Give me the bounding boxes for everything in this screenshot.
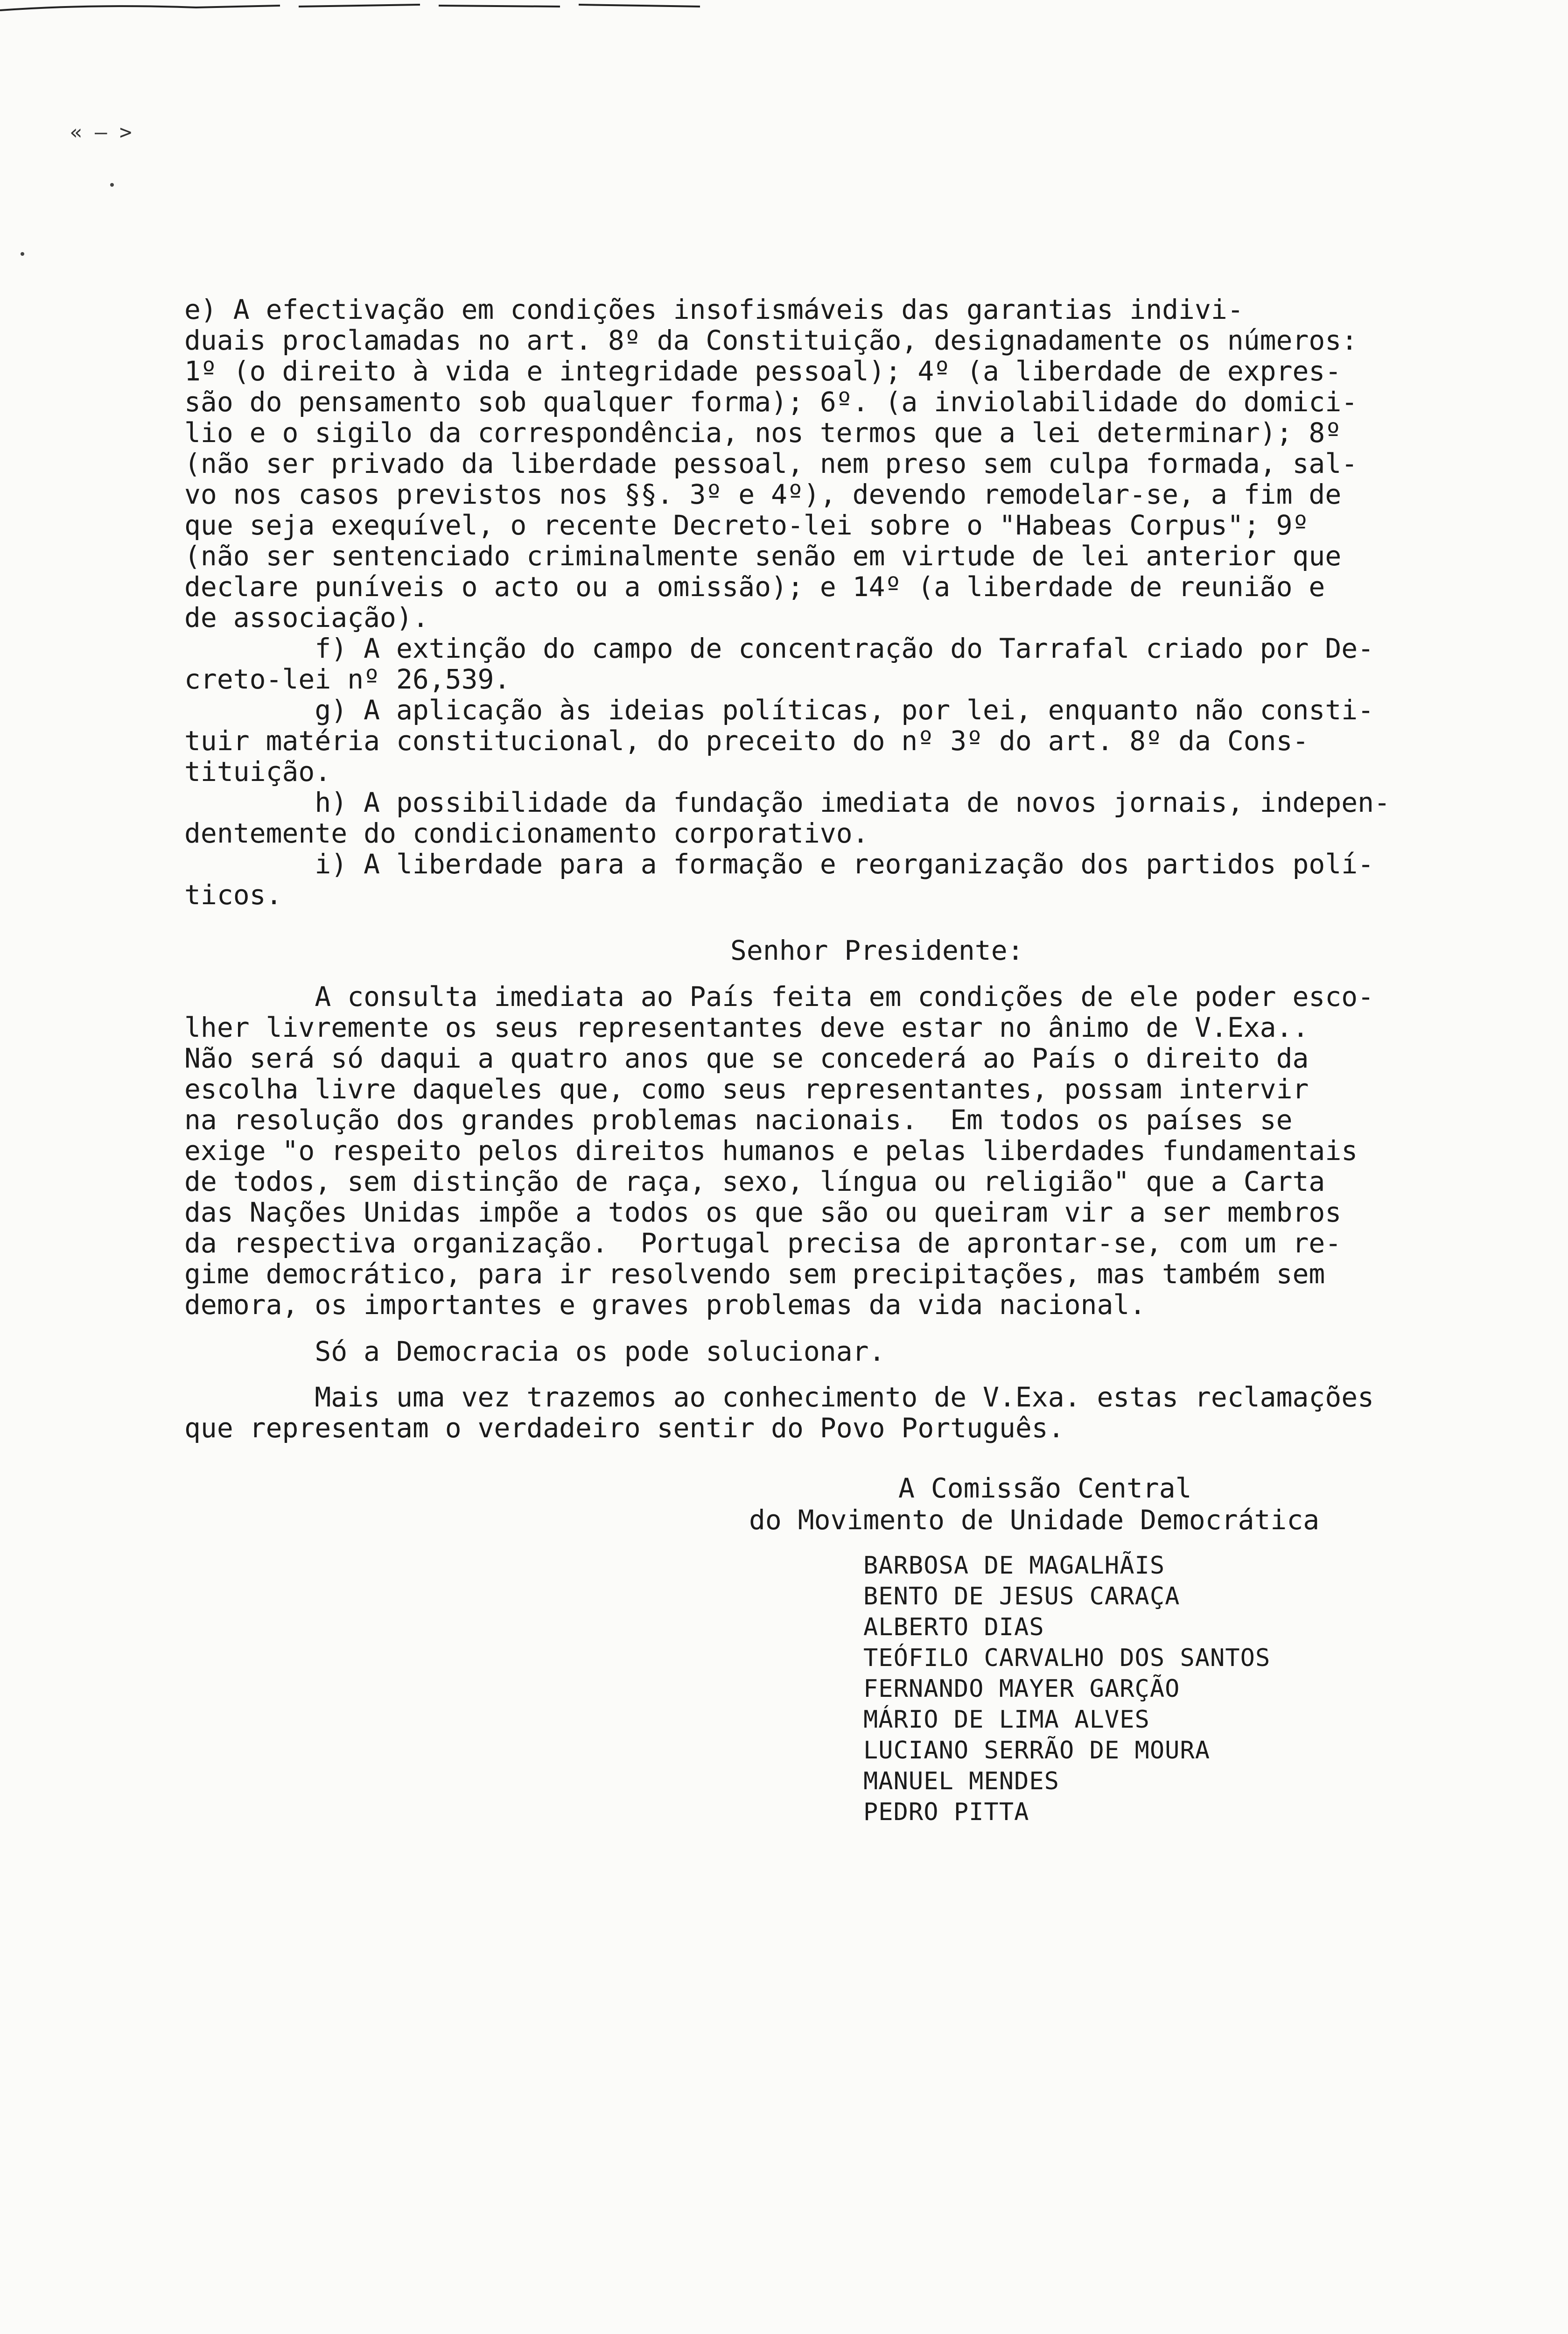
text-line: de todos, sem distinção de raça, sexo, língua ou religião" que a Carta: [184, 1166, 1325, 1197]
text-line: e) A efectivação em condições insofismáveis das garantias indivi-: [184, 294, 1244, 325]
text-line: g) A aplicação às ideias políticas, por lei, enquanto não consti-: [184, 695, 1374, 725]
scan-speck: [21, 252, 24, 256]
corner-mark: « – >: [70, 120, 132, 144]
text-line: vo nos casos previstos nos §§. 3º e 4º), devendo remodelar-se, a fim de: [184, 479, 1342, 510]
signatory-name: LUCIANO SERRÃO DE MOURA: [863, 1736, 1211, 1765]
text-line: que seja exequível, o recente Decreto-lei sobre o "Habeas Corpus"; 9º: [184, 510, 1309, 541]
signatory-name: BENTO DE JESUS CARAÇA: [863, 1582, 1180, 1610]
signatory-name: ALBERTO DIAS: [863, 1613, 1044, 1641]
text-line: (não ser privado da liberdade pessoal, nem preso sem culpa formada, sal-: [184, 448, 1358, 479]
signatory-name: TEÓFILO CARVALHO DOS SANTOS: [863, 1644, 1271, 1672]
text-line: (não ser sentenciado criminalmente senão em virtude de lei anterior que: [184, 541, 1342, 571]
text-line: A consulta imediata ao País feita em condições de ele poder esco-: [184, 981, 1374, 1012]
signatory-name: FERNANDO MAYER GARÇÃO: [863, 1675, 1180, 1703]
salutation-heading: Senhor Presidente:: [730, 935, 1024, 966]
text-line: lio e o sigilo da correspondência, nos termos que a lei determinar); 8º: [184, 417, 1342, 448]
text-line: lher livremente os seus representantes deve estar no ânimo de V.Exa..: [184, 1012, 1309, 1043]
text-line: declare puníveis o acto ou a omissão); e 14º (a liberdade de reunião e: [184, 571, 1325, 602]
text-line: demora, os importantes e graves problemas da vida nacional.: [184, 1289, 1146, 1320]
text-line: f) A extinção do campo de concentração do Tarrafal criado por De-: [184, 633, 1374, 664]
text-line: duais proclamadas no art. 8º da Constituição, designadamente os números:: [184, 325, 1358, 356]
text-line: tituição.: [184, 756, 331, 787]
text-line: escolha livre daqueles que, como seus representantes, possam intervir: [184, 1074, 1309, 1104]
text-line: h) A possibilidade da fundação imediata de novos jornais, indepen-: [184, 787, 1391, 818]
text-line: na resolução dos grandes problemas nacionais. Em todos os países se: [184, 1104, 1293, 1135]
closing-line-2: do Movimento de Unidade Democrática: [749, 1504, 1320, 1536]
text-line: são do pensamento sob qualquer forma); 6º. (a inviolabilidade do domici-: [184, 387, 1358, 417]
signatory-name: MANUEL MENDES: [863, 1767, 1059, 1795]
text-line: de associação).: [184, 602, 429, 633]
text-line: tuir matéria constitucional, do preceito do nº 3º do art. 8º da Cons-: [184, 725, 1309, 756]
text-line: exige "o respeito pelos direitos humanos e pelas liberdades fundamentais: [184, 1135, 1358, 1166]
text-line: dentemente do condicionamento corporativo.: [184, 818, 869, 849]
text-line: ticos.: [184, 879, 282, 910]
text-line: i) A liberdade para a formação e reorganização dos partidos polí-: [184, 849, 1374, 879]
text-line: Mais uma vez trazemos ao conhecimento de V.Exa. estas reclamações: [184, 1382, 1374, 1413]
text-line: que representam o verdadeiro sentir do Povo Português.: [184, 1413, 1064, 1443]
closing-line-1: A Comissão Central: [898, 1472, 1192, 1504]
signatory-name: PEDRO PITTA: [863, 1798, 1029, 1826]
text-line: gime democrático, para ir resolvendo sem precipitações, mas também sem: [184, 1258, 1325, 1289]
text-line: creto-lei nº 26,539.: [184, 664, 511, 695]
text-line: das Nações Unidas impõe a todos os que são ou queiram vir a ser membros: [184, 1197, 1342, 1228]
signatory-name: BARBOSA DE MAGALHÃIS: [863, 1552, 1165, 1580]
scan-speck: [110, 183, 114, 187]
text-line: Só a Democracia os pode solucionar.: [184, 1336, 885, 1367]
text-line: Não será só daqui a quatro anos que se concederá ao País o direito da: [184, 1043, 1309, 1074]
text-line: da respectiva organização. Portugal precisa de aprontar-se, com um re-: [184, 1228, 1342, 1258]
signatory-name: MÁRIO DE LIMA ALVES: [863, 1706, 1150, 1734]
top-edge-scan-marks: [0, 0, 1568, 19]
text-line: 1º (o direito à vida e integridade pessoal); 4º (a liberdade de expres-: [184, 356, 1342, 387]
